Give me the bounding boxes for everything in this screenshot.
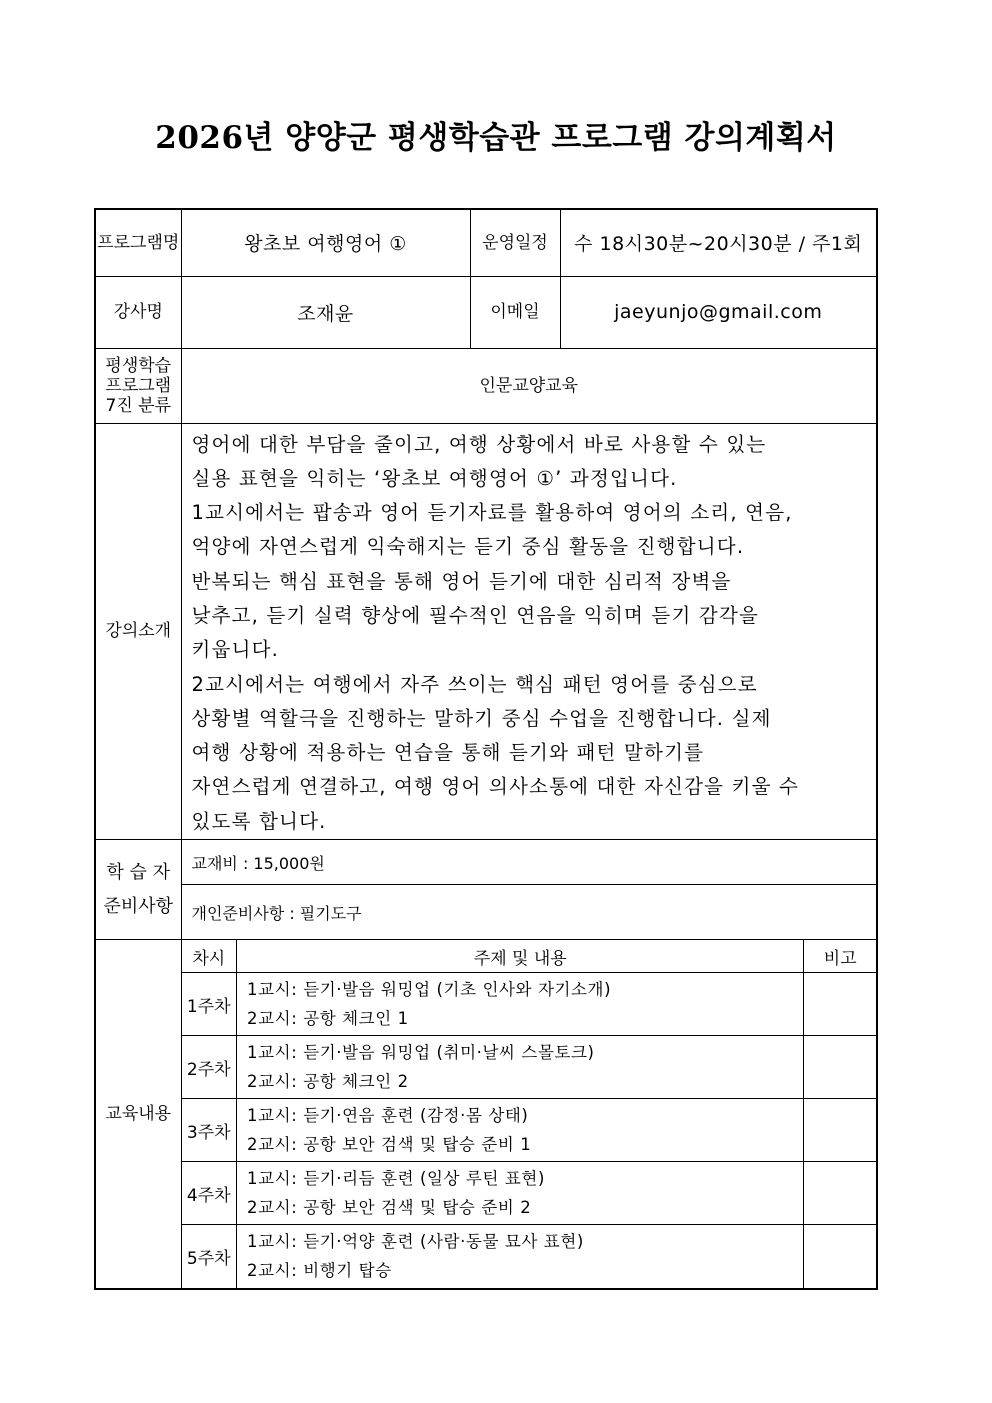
session-1: 1교시: 듣기·억양 훈련 (사람·동물 묘사 표현) <box>247 1232 584 1252</box>
curriculum-row <box>95 940 877 1289</box>
preparation-row-materials <box>95 840 877 885</box>
email-value: jaeyunjo@gmail.com <box>560 276 877 348</box>
intro-row <box>95 423 877 840</box>
session-2: 2교시: 비행기 탑승 <box>247 1261 392 1281</box>
curriculum-header-row <box>182 940 877 973</box>
week-content <box>237 1099 804 1162</box>
category-row <box>95 348 877 423</box>
preparation-row-personal <box>95 885 877 940</box>
note-header: 비고 <box>804 940 876 973</box>
instructor-name-label: 강사명 <box>95 276 181 348</box>
session-2: 2교시: 공항 보안 검색 및 탑승 준비 2 <box>247 1198 532 1218</box>
intro-line: 있도록 합니다. <box>191 809 327 833</box>
intro-line: 낮추고, 듣기 실력 향상에 필수적인 연음을 익히며 듣기 감각을 <box>191 603 760 627</box>
session-2: 2교시: 공항 체크인 2 <box>247 1072 409 1092</box>
intro-text <box>181 423 877 840</box>
schedule-value: 수 18시30분~20시30분 / 주1회 <box>560 209 877 276</box>
intro-line: 영어에 대한 부담을 줄이고, 여행 상황에서 바로 사용할 수 있는 <box>191 432 767 456</box>
intro-line: 실용 표현을 익히는 ‘왕초보 여행영어 ①’ 과정입니다. <box>191 466 678 490</box>
curriculum-label: 교육내용 <box>95 940 181 1289</box>
intro-line: 상황별 역할극을 진행하는 말하기 중심 수업을 진행합니다. 실제 <box>191 706 772 730</box>
table-row <box>182 1162 877 1225</box>
week-note <box>804 1036 876 1099</box>
instructor-row <box>95 276 877 348</box>
page-title: 2026년 양양군 평생학습관 프로그램 강의계획서 <box>155 120 837 156</box>
intro-line: 1교시에서는 팝송과 영어 듣기자료를 활용하여 영어의 소리, 연음, <box>191 501 793 525</box>
week-content <box>237 1162 804 1225</box>
week-number: 5주차 <box>182 1225 237 1288</box>
intro-label: 강의소개 <box>95 423 181 840</box>
week-number: 1주차 <box>182 973 237 1036</box>
curriculum-table <box>182 940 877 1288</box>
lecture-plan-table <box>94 208 878 1290</box>
week-number: 2주차 <box>182 1036 237 1099</box>
intro-line: 2교시에서는 여행에서 자주 쓰이는 핵심 패턴 영어를 중심으로 <box>191 672 758 696</box>
week-note <box>804 1099 876 1162</box>
week-number: 4주차 <box>182 1162 237 1225</box>
schedule-label: 운영일정 <box>470 209 560 276</box>
intro-line: 자연스럽게 연결하고, 여행 영어 의사소통에 대한 자신감을 키울 수 <box>191 775 800 799</box>
category-label-line: 7진 분류 <box>105 395 171 416</box>
session-2: 2교시: 공항 보안 검색 및 탑승 준비 1 <box>247 1135 532 1155</box>
program-row <box>95 209 877 276</box>
materials-fee: 교재비 : 15,000원 <box>181 840 877 885</box>
instructor-name-value: 조재윤 <box>181 276 470 348</box>
week-header: 차시 <box>192 948 226 969</box>
table-row <box>182 1099 877 1162</box>
program-name-value: 왕초보 여행영어 ① <box>181 209 470 276</box>
personal-items: 개인준비사항 : 필기도구 <box>181 885 877 940</box>
preparation-label <box>95 840 181 940</box>
preparation-label-line: 준비사항 <box>103 895 174 917</box>
intro-line: 억양에 자연스럽게 익숙해지는 듣기 중심 활동을 진행합니다. <box>191 535 745 559</box>
week-content <box>237 1225 804 1288</box>
category-label-line: 프로그램 <box>105 375 172 396</box>
session-1: 1교시: 듣기·발음 워밍업 (취미·날씨 스몰토크) <box>247 1043 595 1063</box>
week-note <box>804 1225 876 1288</box>
week-content <box>237 1036 804 1099</box>
week-number: 3주차 <box>182 1099 237 1162</box>
curriculum-cell <box>181 940 877 1289</box>
content-header: 주제 및 내용 <box>237 940 804 973</box>
session-2: 2교시: 공항 체크인 1 <box>247 1009 409 1029</box>
program-name-label: 프로그램명 <box>95 209 181 276</box>
week-note <box>804 1162 876 1225</box>
category-label <box>95 348 181 423</box>
session-1: 1교시: 듣기·발음 워밍업 (기초 인사와 자기소개) <box>247 980 612 1000</box>
intro-line: 반복되는 핵심 표현을 통해 영어 듣기에 대한 심리적 장벽을 <box>191 569 732 593</box>
category-value: 인문교양교육 <box>181 348 877 423</box>
week-content <box>237 973 804 1036</box>
intro-line: 여행 상황에 적용하는 연습을 통해 듣기와 패턴 말하기를 <box>191 741 705 765</box>
table-row <box>182 1225 877 1288</box>
email-label: 이메일 <box>470 276 560 348</box>
session-1: 1교시: 듣기·연음 훈련 (감정·몸 상태) <box>247 1106 529 1126</box>
session-1: 1교시: 듣기·리듬 훈련 (일상 루틴 표현) <box>247 1169 545 1189</box>
week-note <box>804 973 876 1036</box>
preparation-label-line: 학 습 자 <box>106 861 171 883</box>
category-label-line: 평생학습 <box>105 355 172 376</box>
table-row <box>182 1036 877 1099</box>
intro-line: 키웁니다. <box>191 638 280 662</box>
table-row <box>182 973 877 1036</box>
